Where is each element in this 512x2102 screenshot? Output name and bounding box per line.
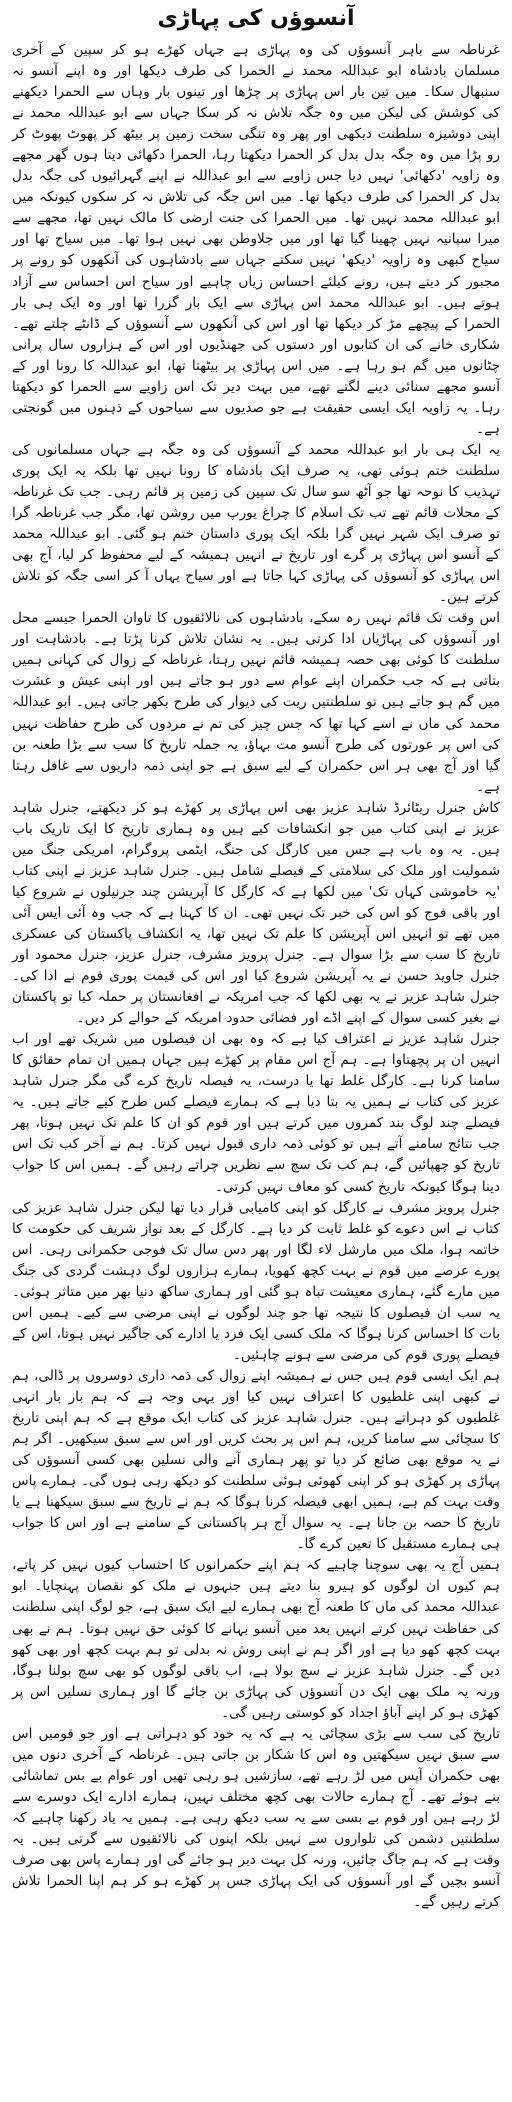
article-paragraph: یہ ایک ہی بار ابو عبداللہ محمد کے آنسوؤں کی وہ جگہ ہے جہاں مسلمانوں کی سلطنت ختم ہوئی تھی، یہ صرف ایک بادشاہ کا رونا نہیں تھا بلکہ یہ ایک پوری تہذیب کا نوحہ تھا جو آٹھ سو سال تک سپین کی زمین پر قائم رہی۔ جب تک غرناطہ کے محلات قائم تھے تب تک اسلام کا چراغ یورپ میں روشن تھا، مگر جب غرناطہ گرا تو صرف ایک شہر نہیں گرا بلکہ ایک پوری داستان ختم ہو گئی۔ ابو عبداللہ محمد کے آنسو اس پہاڑی پر گرے اور تاریخ نے انہیں ہمیشہ کے لیے محفوظ کر لیا، آج بھی اس پہاڑی کو آنسوؤں کی پہاڑی کہا جاتا ہے اور سیاح یہاں آ کر اسی جگہ کو تلاش کرتے ہیں۔ xyxy=(12,441,500,606)
article-paragraph: جنرل شاہد عزیز نے اعتراف کیا ہے کہ وہ بھی ان فیصلوں میں شریک تھے اور اب انہیں ان پر پچھتاوا ہے۔ ہم آج اس مقام پر کھڑے ہیں جہاں ہمیں ان تمام حقائق کا سامنا کرنا ہے۔ کارگل غلط تھا یا درست، یہ فیصلہ تاریخ کرے گی مگر جنرل شاہد عزیز کی کتاب نے ہمیں یہ بتا دیا ہے کہ ہمارے فیصلے کس طرح کیے جاتے ہیں۔ یہ فیصلے چند لوگ بند کمروں میں کرتے ہیں اور قوم کو ان کا علم تک نہیں ہوتا، پھر جب نتائج سامنے آتے ہیں تو کوئی ذمہ داری قبول نہیں کرتا۔ ہم نے آخر کب تک اس تاریخ کو چھپائیں گے، ہم کب تک سچ سے نظریں چراتے رہیں گے۔ ہمیں اس کا جواب دینا ہوگا کیونکہ تاریخ کسی کو معاف نہیں کرتی۔ xyxy=(12,1031,500,1195)
article-body xyxy=(12,40,500,1913)
article-paragraph: ہمیں آج یہ بھی سوچنا چاہیے کہ ہم اپنے حکمرانوں کا احتساب کیوں نہیں کر پاتے، ہم کیوں ان لوگوں کو ہیرو بنا دیتے ہیں جنہوں نے ملک کو نقصان پہنچایا۔ ابو عبداللہ محمد کی ماں کا طعنہ آج بھی ہمارے لیے ایک سبق ہے، جو لوگ اپنی سلطنت کی حفاظت نہیں کرتے انہیں بعد میں آنسو بہانے کا کوئی حق نہیں ہوتا۔ ہم نے بھی بہت کچھ کھو دیا ہے اور اگر ہم نے اپنی روش نہ بدلی تو ہم بہت کچھ اور بھی کھو دیں گے۔ جنرل شاہد عزیز نے سچ بولا ہے، اب باقی لوگوں کو بھی سچ بولنا ہوگا، ورنہ یہ ملک بھی ایک دن آنسوؤں کی پہاڑی بن جائے گا اور ہماری نسلیں اس پر کھڑی ہو کر اپنے آباؤ اجداد کو کوستی رہیں گی۔ xyxy=(12,1557,500,1721)
article-paragraph: تاریخ کی سب سے بڑی سچائی یہ ہے کہ یہ خود کو دہراتی ہے اور جو قومیں اس سے سبق نہیں سیکھتیں وہ اس کا شکار بن جاتی ہیں۔ غرناطہ کے آخری دنوں میں بھی حکمران آپس میں لڑ رہے تھے، سازشیں ہو رہی تھیں اور عوام بے بس تماشائی بنے ہوئے تھے۔ آج ہمارے حالات بھی کچھ مختلف نہیں، ہمارے ادارے ایک دوسرے سے لڑ رہے ہیں اور قوم بے بسی سے یہ سب دیکھ رہی ہے۔ ہمیں یہ یاد رکھنا چاہیے کہ سلطنتیں دشمن کی تلواروں سے نہیں بلکہ اپنوں کی نالائقیوں سے گرتی ہیں۔ یہ وقت ہے کہ ہم جاگ جائیں، ورنہ کل بہت دیر ہو جائے گی اور ہمارے پاس بھی صرف آنسو بچیں گے اور آنسوؤں کی ایک پہاڑی جس پر کھڑے ہو کر ہم اپنا الحمرا تلاش کرتے رہیں گے۔ xyxy=(12,1725,500,1911)
article-paragraph: غرناطہ سے باہر آنسوؤں کی وہ پہاڑی ہے جہاں کھڑے ہو کر سپین کے آخری مسلمان بادشاہ ابو عبداللہ محمد نے الحمرا کی طرف دیکھا اور وہ اپنے آنسو نہ سنبھال سکا۔ میں تین بار اس پہاڑی پر چڑھا اور تینوں بار وہاں سے الحمرا دیکھنے کی کوشش کی لیکن میں وہ جگہ تلاش نہ کر سکا جہاں سے ابو عبداللہ محمد نے اپنی دوشیزہ سلطنت دیکھی اور پھر وہ تنگی سخت زمین پر بیٹھ کر پھوٹ پھوٹ کر رو پڑا میں وہ جگہ بدل بدل کر الحمرا دیکھتا رہا، الحمرا دکھائی دیتا ہوں گھر مجھے وہ زاویہ 'دکھائی' نہیں دیا جس زاویے سے ابو عبداللہ نے اپنے گہرائیوں کی جگہ بدل بدل کر الحمرا کی طرف دیکھا تھا۔ میں اس جگہ کی تلاش نہ کر سکوں کیونکہ میں ابو عبداللہ محمد نہیں تھا۔ میں الحمرا کی جنت ارضی کا مالک نہیں تھا، مجھے سے میرا سپانیہ نہیں چھینا گیا تھا اور میں جلاوطن بھی نہیں ہوا تھا۔ میں سیاح تھا اور سیاح کبھی وہ زاویہ 'دیکھ' نہیں سکتے جہاں سے بادشاہوں کی آنکھوں کو رونے پر مجبور کر دیتے ہیں، رونے کیلئے احساس زیاں چاہیے اور سیاح اس احساس سے آزاد ہوتے ہیں۔ ابو عبداللہ محمد اس پہاڑی سے ایک بار گزرا تھا اور وہ ایک ہی بار الحمرا کے پیچھے مڑ کر دیکھا تھا اور اس کی آنکھوں سے آنسوؤں کے ڈانٹے چلتے تھے۔ شکاری خانے کی ان کتابوں اور دستوں کی جھنڈیوں اور اس کے ہزاروں سال پرانی چٹانوں میں گم ہو رہا ہے۔ میں اس پہاڑی پر بیٹھتا تھا، ابو عبداللہ کا رونا اور کے آنسو مجھے سنائی دینے لگتے تھے، میں بہت دیر تک اس زاویے سے الحمرا کو دیکھتا رہا۔ یہ زاویہ ایک ایسی حقیقت ہے جو صدیوں سے سیاحوں کے ذہنوں میں گونجتی ہے۔ xyxy=(12,42,500,437)
article-paragraph: اس وقت تک قائم نہیں رہ سکے، بادشاہوں کی نالائقیوں کا تاوان الحمرا جیسے محل اور آنسوؤں کی پہاڑیاں ادا کرتی ہیں۔ یہ نشان تلاش کرنا پڑتا ہے۔ بادشاہت اور سلطنت کا کوئی بھی حصہ ہمیشہ قائم نہیں رہتا، غرناطہ کے زوال کی کہانی ہمیں بتاتی ہے کہ جب حکمران اپنے عوام سے دور ہو جاتے ہیں اور اپنی عیش و عشرت میں گم ہو جاتے ہیں تو سلطنتیں ریت کی دیوار کی طرح بکھر جاتی ہیں۔ ابو عبداللہ محمد کی ماں نے اسے کہا تھا کہ جس چیز کی تم نے مردوں کی طرح حفاظت نہیں کی اس پر عورتوں کی طرح آنسو مت بہاؤ، یہ جملہ تاریخ کا سب سے بڑا طعنہ بن گیا اور آج بھی ہر اس حکمران کے لیے سبق ہے جو اپنی ذمہ داریوں سے غافل رہتا ہے۔ xyxy=(12,610,500,795)
article-paragraph: جنرل پرویز مشرف نے کارگل کو اپنی کامیابی قرار دیا تھا لیکن جنرل شاہد عزیز کی کتاب نے اس دعوے کو غلط ثابت کر دیا ہے۔ کارگل کے بعد نواز شریف کی حکومت کا خاتمہ ہوا، ملک میں مارشل لاء لگا اور پھر دس سال تک فوجی حکمرانی رہی۔ اس پورے عرصے میں قوم نے بہت کچھ کھویا، ہمارے ہزاروں لوگ دہشت گردی کی جنگ میں مارے گئے، ہماری معیشت تباہ ہو گئی اور ہماری ساکھ دنیا بھر میں متاثر ہوئی۔ یہ سب ان فیصلوں کا نتیجہ تھا جو چند لوگوں نے اپنی مرضی سے کیے۔ ہمیں اس بات کا احساس کرنا ہوگا کہ ملک کسی ایک فرد یا ادارے کی جاگیر نہیں ہوتا، اس کے فیصلے پوری قوم کی مرضی سے ہونے چاہئیں۔ xyxy=(12,1199,500,1363)
article-paragraph: ہم ایک ایسی قوم ہیں جس نے ہمیشہ اپنے زوال کی ذمہ داری دوسروں پر ڈالی، ہم نے کبھی اپنی غلطیوں کا اعتراف نہیں کیا اور یہی وجہ ہے کہ ہم بار بار انہی غلطیوں کو دہراتے ہیں۔ جنرل شاہد عزیز کی کتاب ایک موقع ہے کہ ہم اپنی تاریخ کا سچائی سے سامنا کریں، ہم اس پر بحث کریں اور اس سے سبق سیکھیں۔ اگر ہم نے یہ موقع بھی ضائع کر دیا تو پھر ہماری آنے والی نسلیں بھی کسی آنسوؤں کی پہاڑی پر کھڑی ہو کر اپنی کھوئی ہوئی سلطنت کو دیکھ رہی ہوں گی۔ ہمارے پاس وقت بہت کم ہے، ہمیں ابھی فیصلہ کرنا ہوگا کہ ہم نے تاریخ سے سبق سیکھنا ہے یا تاریخ کا حصہ بن جانا ہے۔ یہ سوال آج ہر پاکستانی کے سامنے ہے اور اس کا جواب ہی ہمارے مستقبل کا تعین کرے گا۔ xyxy=(12,1367,500,1553)
article-paragraph: کاش جنرل ریٹائرڈ شاہد عزیز بھی اس پہاڑی پر کھڑے ہو کر دیکھتے، جنرل شاہد عزیز نے اپنی کتاب میں جو انکشافات کیے ہیں وہ ہماری تاریخ کا ایک تاریک باب ہیں۔ یہ وہ باب ہے جس میں کارگل کی جنگ، ایٹمی پروگرام، امریکی جنگ میں شمولیت اور ملک کی سلامتی کے فیصلے شامل ہیں۔ جنرل شاہد عزیز نے اپنی کتاب 'یہ خاموشی کہاں تک' میں لکھا ہے کہ کارگل کا آپریشن چند جرنیلوں نے شروع کیا اور باقی فوج کو اس کی خبر تک نہیں تھی۔ ان کا کہنا ہے کہ جب وہ آئی ایس آئی میں تھے تو انہیں اس آپریشن کا علم تک نہیں تھا، یہ انکشاف پاکستان کی عسکری تاریخ کا سب سے بڑا سوال ہے۔ جنرل پرویز مشرف، جنرل عزیز، جنرل محمود اور جنرل جاوید حسن نے یہ آپریشن شروع کیا اور اس کی قیمت پوری قوم نے ادا کی۔ جنرل شاہد عزیز نے یہ بھی لکھا کہ جب امریکہ نے افغانستان پر حملہ کیا تو پاکستان نے بغیر کسی سوال کے اپنے اڈے اور فضائی حدود امریکہ کے حوالے کر دیں۔ xyxy=(12,799,500,1027)
article-title: آنسوؤں کی پہاڑی xyxy=(157,6,355,31)
